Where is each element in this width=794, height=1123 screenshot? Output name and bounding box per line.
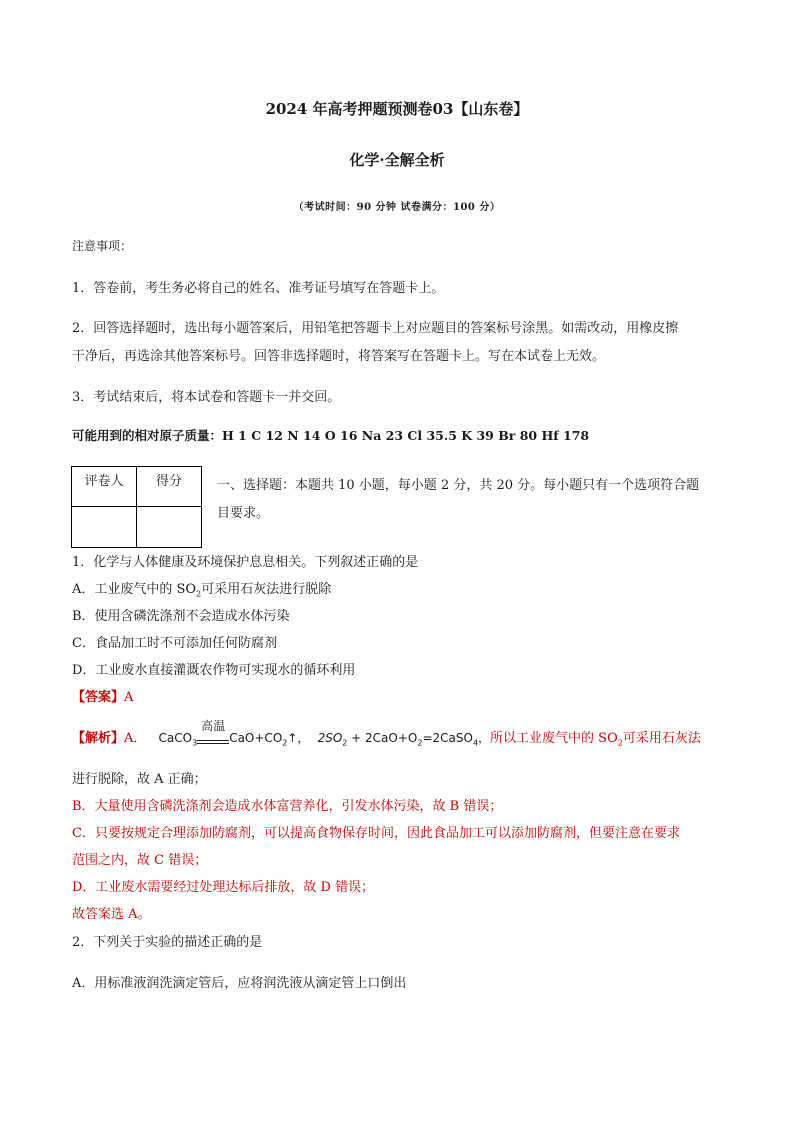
equation-2: $2SO_2$ + $2CaO+O_2=2CaSO_4$， [317, 731, 491, 748]
grader-cell [72, 507, 137, 548]
q1-analysis-b: B．大量使用含磷洗涤剂会造成水体富营养化，引发水体污染，故 B 错误； [72, 799, 503, 814]
q1-conclusion: 故答案选 A。 [72, 907, 151, 922]
reaction-arrow: 高温 [197, 734, 229, 744]
exam-info: （考试时间：90 分钟 试卷满分：100 分） [293, 202, 501, 213]
score-cell [137, 507, 202, 548]
q2-stem: 2．下列关于实验的描述正确的是 [72, 935, 263, 950]
q1-option-a: A．工业废气中的 $SO_2$可采用石灰法进行脱除 [72, 582, 332, 599]
answer-label: 【答案】 [72, 690, 125, 705]
grader-label: 评卷人 [72, 467, 137, 507]
atomic-masses: 可能用到的相对原子质量：H 1 C 12 N 14 O 16 Na 23 Cl 35.5 K 39 Br 80 Hf 178 [72, 428, 590, 443]
note-item-3: 3．考试结束后，将本试卷和答题卡一并交回。 [72, 390, 341, 405]
note-item-1: 1．答卷前，考生务必将自己的姓名、准考证号填写在答题卡上。 [72, 281, 445, 296]
notes-heading: 注意事项： [72, 239, 133, 253]
page-title: 2024 年高考押题预测卷03【山东卷】 [265, 100, 529, 118]
q1-option-b: B．使用含磷洗涤剂不会造成水体污染 [72, 609, 290, 624]
score-label: 得分 [137, 467, 202, 507]
section-heading: 一、选择题：本题共 10 小题，每小题 2 分，共 20 分。每小题只有一个选项符合题 [217, 478, 700, 493]
q1-stem: 1．化学与人体健康及环境保护息息相关。下列叙述正确的是 [72, 555, 419, 570]
note-item-2-cont: 干净后，再选涂其他答案标号。回答非选择题时，将答案写在答题卡上。写在本试卷上无效。 [72, 349, 606, 364]
answer-value: A [124, 690, 134, 705]
q1-analysis-c: C．只要按规定合理添加防腐剂，可以提高食物保存时间，因此食品加工可以添加防腐剂，但要注意在要求 [72, 826, 680, 841]
q1-answer [72, 686, 133, 705]
q1-option-d: D．工业废水直接灌溉农作物可实现水的循环利用 [72, 663, 356, 678]
q2-option-a: A．用标准液润洗滴定管后，应将润洗液从滴定管上口倒出 [72, 976, 407, 991]
q1-option-c: C．食品加工时不可添加任何防腐剂 [72, 636, 277, 651]
equation-1: CaCO$_3$ 高温 $CaO+CO_2↑$， [158, 718, 310, 748]
q1-analysis-c-cont: 范围之内，故 C 错误； [72, 853, 208, 868]
q1-analysis-d: D．工业废水需要经过处理达标后排放，故 D 错误； [72, 880, 375, 895]
section-heading-cont: 目要求。 [217, 506, 270, 521]
grader-table [71, 466, 202, 548]
note-item-2: 2．回答选择题时，选出每小题答案后，用铅笔把答题卡上对应题目的答案标号涂黑。如需改动，用橡皮擦 [72, 321, 679, 336]
page-subtitle: 化学·全解全析 [349, 151, 445, 169]
q1-analysis-a: 【解析】A． CaCO$_3$ 高温 $CaO+CO_2↑$， $2SO_2$ + $2CaO+O_2=2CaSO_4$，所以工业废气中的 $SO_2$可采用石灰法 [72, 718, 701, 748]
q1-analysis-a-cont: 进行脱除，故 A 正确； [72, 772, 207, 787]
